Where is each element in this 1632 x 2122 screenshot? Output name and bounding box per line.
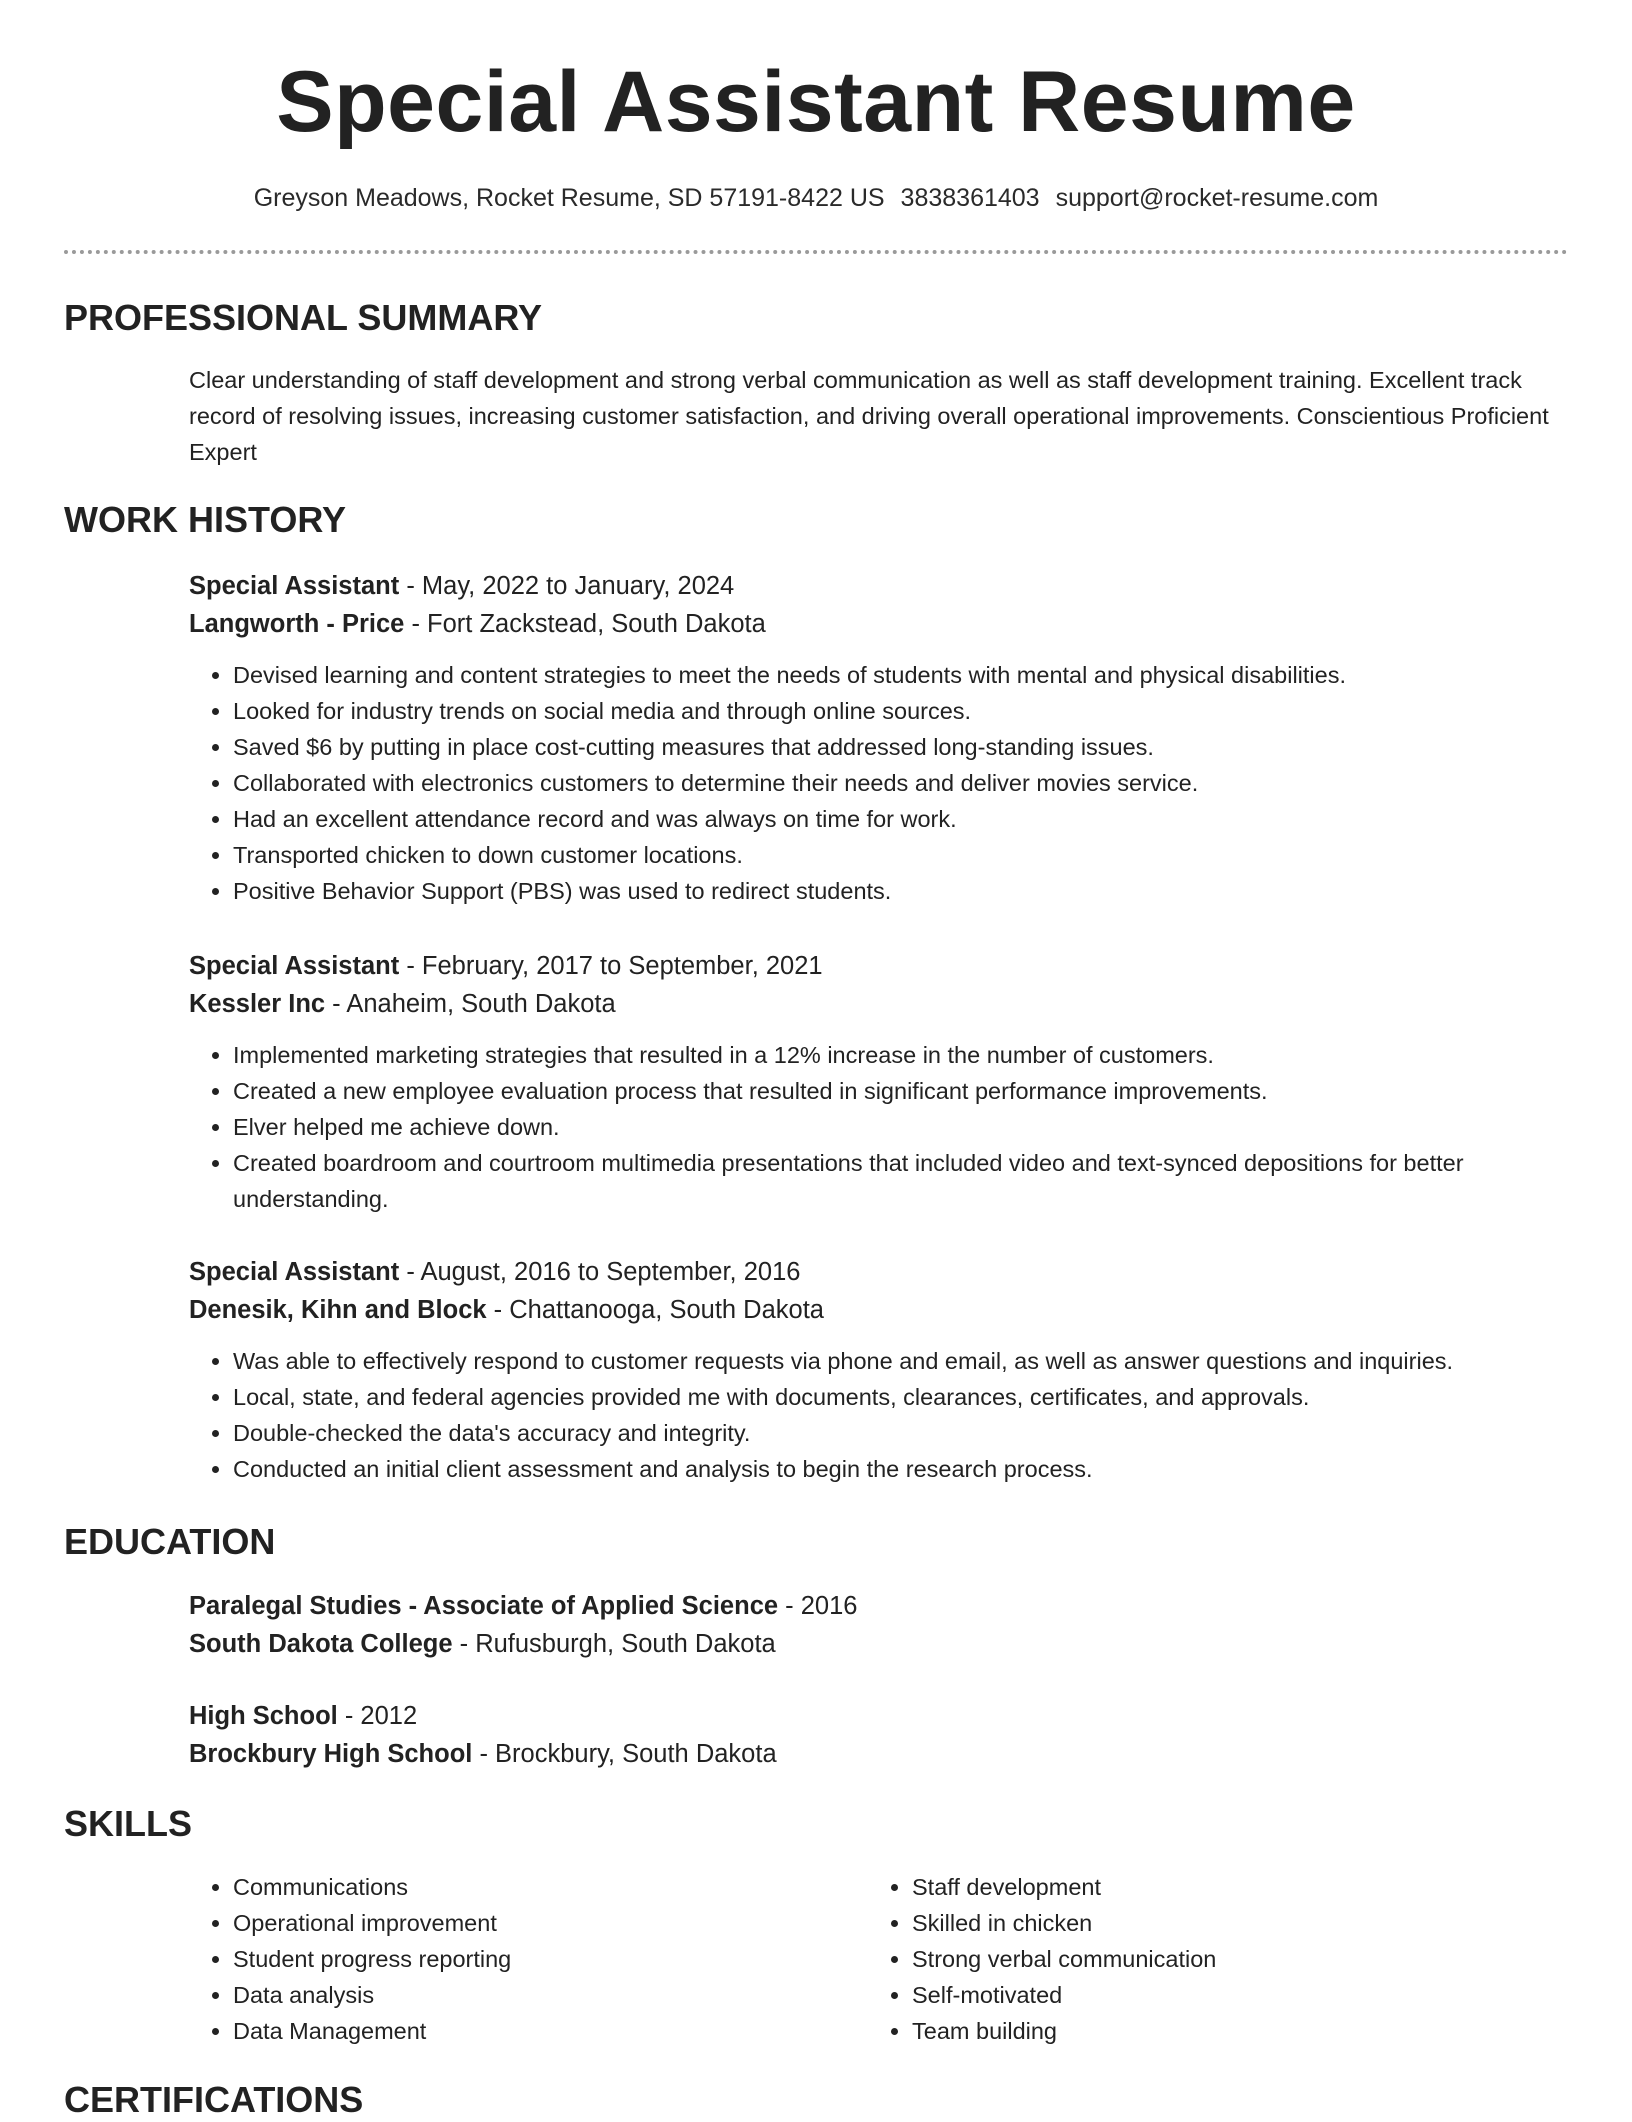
education-entry-1 — [189, 1587, 1569, 1663]
job-bullets — [189, 657, 1569, 909]
job-entry-2 — [189, 947, 1569, 1217]
contact-email: support@rocket-resume.com — [1055, 184, 1379, 212]
section-heading-summary: PROFESSIONAL SUMMARY — [64, 297, 543, 338]
list-item: • Devised learning and content strategies to meet the needs of students with mental and physical disabilities. — [233, 657, 1569, 693]
job-title: Special Assistant — [189, 572, 400, 600]
resume-title: Special Assistant Resume — [276, 54, 1356, 150]
school-location: - Brockbury, South Dakota — [472, 1740, 777, 1768]
section-heading-work-history: WORK HISTORY — [64, 499, 347, 540]
contact-line — [0, 180, 1632, 216]
job-title-line — [189, 947, 1569, 985]
job-location: - Fort Zackstead, South Dakota — [404, 610, 766, 638]
school-line — [189, 1735, 1569, 1773]
list-item: • Self-motivated — [912, 1977, 1508, 2013]
list-item: • Positive Behavior Support (PBS) was used to redirect students. — [233, 873, 1569, 909]
job-title: Special Assistant — [189, 952, 400, 980]
skills-list-right — [868, 1869, 1508, 2049]
job-bullets — [189, 1037, 1569, 1217]
list-item: • Operational improvement — [233, 1905, 829, 1941]
job-company-line — [189, 1291, 1569, 1329]
list-item: • Communications — [233, 1869, 829, 1905]
job-company: Langworth - Price — [189, 610, 405, 638]
job-title: Special Assistant — [189, 1258, 400, 1286]
summary-text: Clear understanding of staff development and strong verbal communication as well as staff development training. Excellent track record of resolving issues, increasing customer satisfaction, and driving overall operational improvements. Conscientious Proficient Expert — [189, 367, 1549, 465]
section-heading-skills: SKILLS — [64, 1803, 193, 1844]
school-line — [189, 1625, 1569, 1663]
section-heading-certifications: CERTIFICATIONS — [64, 2079, 364, 2120]
job-entry-1 — [189, 567, 1569, 909]
skills-list-left — [189, 1869, 829, 2049]
degree-name: Paralegal Studies - Associate of Applied Science — [189, 1592, 779, 1620]
list-item: • Team building — [912, 2013, 1508, 2049]
skills-column-right — [868, 1869, 1508, 2049]
degree-line — [189, 1587, 1569, 1625]
list-item: • Conducted an initial client assessment and analysis to begin the research process. — [233, 1451, 1569, 1487]
skills-column-left — [189, 1869, 829, 2049]
list-item: • Saved $6 by putting in place cost-cutting measures that addressed long-standing issues. — [233, 729, 1569, 765]
list-item: • Created a new employee evaluation process that resulted in significant performance improvements. — [233, 1073, 1569, 1109]
list-item: • Strong verbal communication — [912, 1941, 1508, 1977]
list-item: • Collaborated with electronics customers to determine their needs and deliver movies service. — [233, 765, 1569, 801]
section-heading-education: EDUCATION — [64, 1521, 276, 1562]
list-item: • Created boardroom and courtroom multimedia presentations that included video and text-synced depositions for better understanding. — [233, 1145, 1569, 1217]
degree-year: - 2012 — [337, 1702, 418, 1730]
list-item: • Looked for industry trends on social media and through online sources. — [233, 693, 1569, 729]
job-company: Denesik, Kihn and Block — [189, 1296, 487, 1324]
job-entry-3 — [189, 1253, 1569, 1487]
list-item: • Student progress reporting — [233, 1941, 829, 1977]
list-item: • Skilled in chicken — [912, 1905, 1508, 1941]
list-item: • Staff development — [912, 1869, 1508, 1905]
list-item: • Elver helped me achieve down. — [233, 1109, 1569, 1145]
job-company: Kessler Inc — [189, 990, 326, 1018]
list-item: • Had an excellent attendance record and was always on time for work. — [233, 801, 1569, 837]
degree-line — [189, 1697, 1569, 1735]
job-company-line — [189, 985, 1569, 1023]
list-item: • Local, state, and federal agencies provided me with documents, clearances, certificates, and approvals. — [233, 1379, 1569, 1415]
job-dates: - August, 2016 to September, 2016 — [399, 1258, 801, 1286]
job-location: - Chattanooga, South Dakota — [486, 1296, 824, 1324]
degree-year: - 2016 — [778, 1592, 858, 1620]
school-name: Brockbury High School — [189, 1740, 473, 1768]
header-divider — [64, 250, 1568, 254]
contact-address: Greyson Meadows, Rocket Resume, SD 57191-8422 US — [253, 184, 885, 212]
school-name: South Dakota College — [189, 1630, 453, 1658]
degree-name: High School — [189, 1702, 338, 1730]
list-item: • Was able to effectively respond to customer requests via phone and email, as well as answer questions and inquiries. — [233, 1343, 1569, 1379]
job-location: - Anaheim, South Dakota — [325, 990, 616, 1018]
job-dates: - May, 2022 to January, 2024 — [399, 572, 735, 600]
school-location: - Rufusburgh, South Dakota — [452, 1630, 776, 1658]
job-title-line — [189, 567, 1569, 605]
list-item: • Double-checked the data's accuracy and integrity. — [233, 1415, 1569, 1451]
list-item: • Transported chicken to down customer locations. — [233, 837, 1569, 873]
job-dates: - February, 2017 to September, 2021 — [399, 952, 823, 980]
job-bullets — [189, 1343, 1569, 1487]
list-item: • Data analysis — [233, 1977, 829, 2013]
job-title-line — [189, 1253, 1569, 1291]
contact-phone: 3838361403 — [900, 184, 1040, 212]
education-entry-2 — [189, 1697, 1569, 1773]
job-company-line — [189, 605, 1569, 643]
list-item: • Data Management — [233, 2013, 829, 2049]
list-item: • Implemented marketing strategies that resulted in a 12% increase in the number of customers. — [233, 1037, 1569, 1073]
